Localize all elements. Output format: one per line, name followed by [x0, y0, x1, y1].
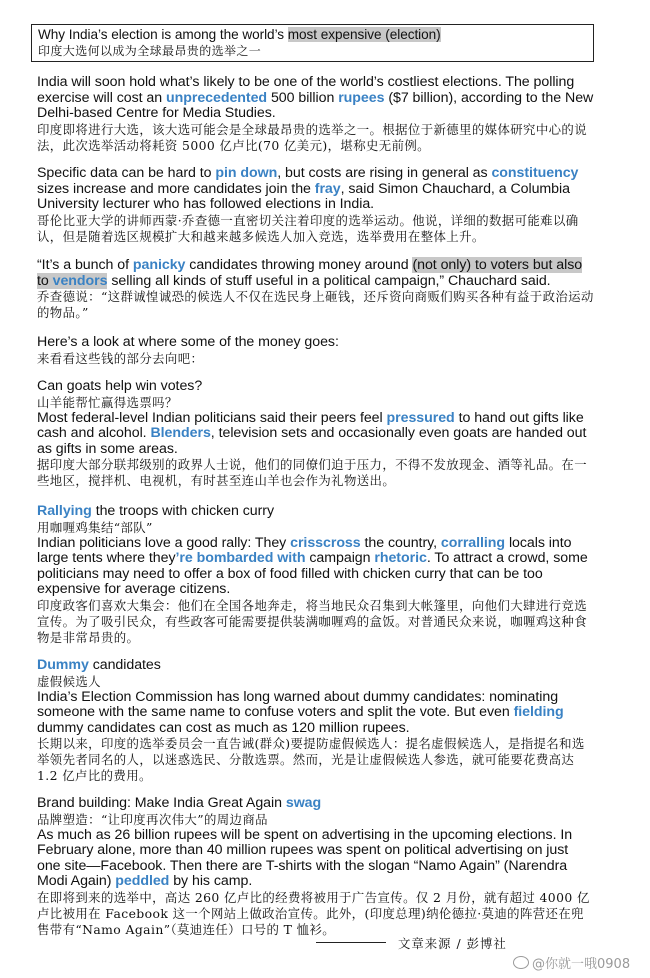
keyword-unprecedented: unprecedented	[166, 89, 268, 106]
keyword-rhetoric: rhetoric	[374, 550, 427, 567]
paragraph-1-en: India will soon hold what’s likely to be one of the world’s costliest elections. The polling exercise will cost an unprecedented 500 billion rupees ($7 billion), according to the New Delhi-based Centre for Media Studies.	[37, 74, 594, 122]
keyword-blenders: Blenders	[150, 425, 211, 442]
keyword-fray: fray	[314, 180, 341, 197]
paragraph-4	[37, 335, 594, 367]
section-goats-heading-en: Can goats help win votes?	[37, 378, 203, 394]
keyword-bombarded-with: ’re bombarded with	[175, 550, 306, 567]
footer-rule	[316, 942, 386, 943]
title-en: Why India’s election is among the world’s most expensive (election)	[38, 27, 441, 42]
keyword-fielding: fielding	[513, 704, 564, 721]
section-goats-en: Most federal-level Indian politicians said their peers feel pressured to hand out gifts like cash and alcohol. Blenders, television sets and occasionally even goats are handed out as gifts in some areas.	[37, 409, 587, 457]
section-curry-heading-zh: 用咖喱鸡集结“部队”	[37, 519, 153, 535]
section-curry-en: Indian politicians love a good rally: They crisscross the country, corralling locals into large tents where they’re bombarded with campaign rhetoric. To attract a crowd, some politicians may need to offer a box of food filled with chicken curry that can be too expensive for average citizens.	[37, 534, 588, 598]
title-zh: 印度大选何以成为全球最昂贵的选举之一	[38, 44, 262, 58]
paragraph-1-zh: 印度即将进行大选，该大选可能会是全球最昂贵的选举之一。根据位于新德里的媒体研究中心的说法，此次选举活动将耗资 5000 亿卢比(70 亿美元)，堪称史无前例。	[37, 121, 587, 153]
title-highlight: most expensive (election)	[287, 27, 441, 42]
paragraph-3	[37, 258, 594, 321]
section-brand-heading-en: Brand building: Make India Great Again swag	[37, 795, 322, 811]
section-brand	[37, 796, 594, 938]
section-brand-en: As much as 26 billion rupees will be spent on advertising in the upcoming elections. In February alone, more than 40 million rupees was spent on political advertising on just one site—Facebook. Then there are T-shirts with the slogan “Namo Again” (Narendra Modi Again) peddled by his camp.	[37, 826, 573, 890]
keyword-crisscross: crisscross	[290, 534, 361, 551]
paragraph-3-zh: 乔查德说：“这群诚惶诚恐的候选人不仅在选民身上砸钱，还斥资向商贩们购买各种有益于政治运动的物品。”	[37, 289, 594, 321]
keyword-rupees: rupees	[338, 89, 385, 106]
paragraph-3-en: “It’s a bunch of panicky candidates throwing money around (not only) to voters but also to vendors selling all kinds of stuff useful in a political campaign,” Chauchard said.	[37, 257, 583, 289]
watermark-text: @你就一哦0908	[532, 957, 631, 972]
paragraph-2-zh: 哥伦比亚大学的讲师西蒙·乔查德一直密切关注着印度的选举运动。他说，详细的数据可能难以确认，但是随着选区规模扩大和越来越多候选人加入竞选，选举费用在整体上升。	[37, 212, 579, 244]
section-curry-zh: 印度政客们喜欢大集会：他们在全国各地奔走，将当地民众召集到大帐篷里，向他们大肆进行竞选宣传。为了吸引民众，有些政客可能需要提供装满咖喱鸡的盒饭。对普通民众来说，咖喱鸡这种食物是非常昂贵的。	[37, 597, 587, 645]
keyword-pressured: pressured	[386, 409, 455, 426]
section-dummy	[37, 658, 594, 784]
section-dummy-zh: 长期以来，印度的选举委员会一直告诫(群众)要提防虚假候选人：提名虚假候选人，是指提名和选举领先者同名的人，以迷惑选民、分散选票。然而，光是让虚假候选人参选，就可能要花费高达 1.2 亿卢比的费用。	[37, 736, 585, 784]
weibo-icon	[513, 956, 529, 969]
paragraph-1	[37, 75, 594, 154]
keyword-peddled: peddled	[115, 873, 170, 890]
keyword-vendors: vendors	[52, 272, 108, 289]
keyword-panicky: panicky	[132, 257, 186, 273]
keyword-constituency: constituency	[491, 165, 579, 181]
section-goats-zh: 据印度大部分联邦级别的政界人士说，他们的同僚们迫于压力，不得不发放现金、酒等礼品。在一些地区，搅拌机、电视机，有时甚至连山羊也会作为礼物送出。	[37, 457, 587, 489]
keyword-corralling: corralling	[440, 534, 506, 551]
paragraph-2-en: Specific data can be hard to pin down, but costs are rising in general as constituency sizes increase and more candidates join the fray, said Simon Chauchard, a Columbia University lecturer who has followed elections in India.	[37, 165, 579, 213]
keyword-pin-down: pin down	[215, 165, 278, 181]
title-box	[31, 24, 594, 62]
section-goats	[37, 379, 594, 489]
watermark	[513, 953, 630, 972]
footer-source: 文章来源 / 彭博社	[398, 936, 507, 951]
keyword-rallying: Rallying	[37, 503, 92, 519]
section-dummy-en: India’s Election Commission has long warned about dummy candidates: nominating someone with the same name to confuse voters and split the vote. But even fielding dummy candidates can cost as much as 120 million rupees.	[37, 688, 564, 736]
paragraph-2	[37, 166, 594, 245]
section-brand-zh: 在即将到来的选举中，高达 260 亿卢比的经费将被用于广告宣传。仅 2 月份，就有超过 4000 亿卢比被用在 Facebook 这一个网站上做政治宣传。此外，(印度总理)纳伦德拉·莫迪的阵营还在兜售带有“Namo Again”（莫迪连任）口号的 T 恤衫。	[37, 889, 590, 937]
highlight-not-only: (not only) to voters but also to	[37, 257, 583, 289]
keyword-swag: swag	[285, 795, 322, 811]
section-dummy-heading-zh: 虚假候选人	[37, 673, 101, 689]
section-brand-heading-zh: 品牌塑造：“让印度再次伟大”的周边商品	[37, 811, 268, 827]
section-curry	[37, 504, 594, 646]
section-goats-heading-zh: 山羊能帮忙赢得选票吗？	[37, 394, 178, 410]
paragraph-4-zh: 来看看这些钱的部分去向吧：	[37, 350, 204, 366]
keyword-dummy: Dummy	[37, 657, 89, 673]
paragraph-4-en: Here’s a look at where some of the money goes:	[37, 334, 339, 350]
section-dummy-heading-en: Dummy candidates	[37, 657, 161, 673]
section-curry-heading-en: Rallying the troops with chicken curry	[37, 503, 275, 519]
